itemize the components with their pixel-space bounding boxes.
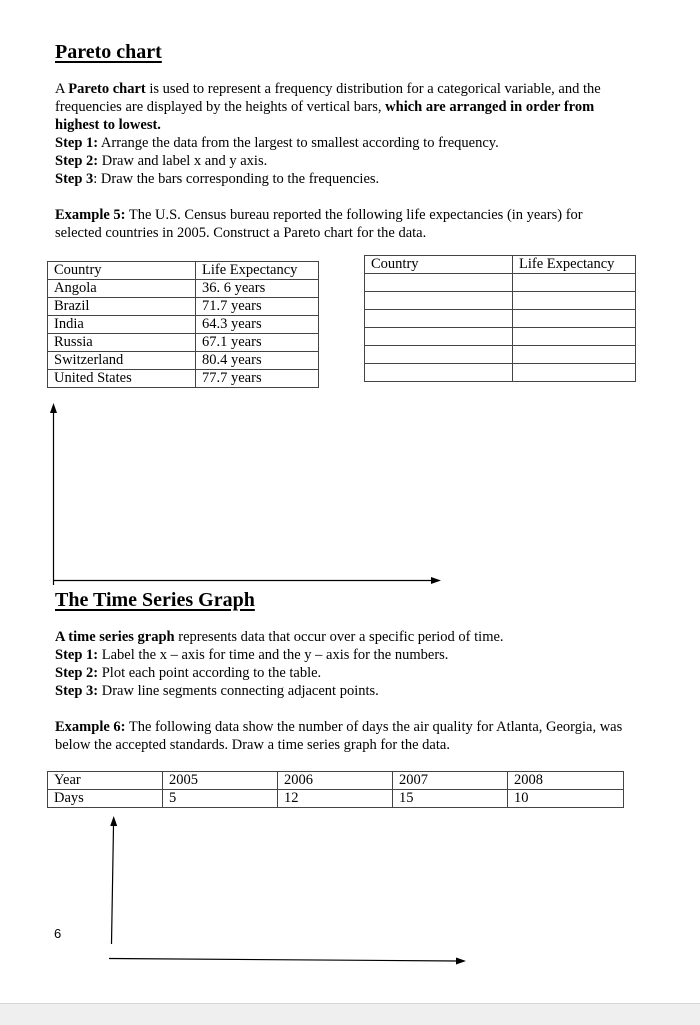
timeseries-step-1: Step 1: Label the x – axis for time and the y – axis for the numbers. [55, 647, 449, 663]
table-header: Life Expectancy [196, 262, 319, 280]
table-row: Brazil 71.7 years [48, 298, 319, 316]
timeseries-y-arrow [110, 816, 117, 826]
page-number: 6 [54, 926, 62, 941]
pareto-title: Pareto chart [55, 41, 162, 63]
timeseries-x-arrow [456, 958, 466, 965]
table-row: Days 5 12 15 10 [48, 790, 624, 808]
viewer-bottom-bar [0, 1003, 700, 1025]
table-row: Switzerland 80.4 years [48, 352, 319, 370]
timeseries-title: The Time Series Graph [55, 589, 255, 611]
table-header: Country [48, 262, 196, 280]
timeseries-y-axis [112, 826, 114, 944]
table-header-row: Country Life Expectancy [365, 256, 636, 274]
table-row: United States 77.7 years [48, 370, 319, 388]
table-row: Russia 67.1 years [48, 334, 319, 352]
example-6: Example 6: The following data show the number of days the air quality for Atlanta, Georgia, was below the accepted standards. Draw a time series graph for the data. [55, 719, 623, 753]
pareto-step-1: Step 1: Arrange the data from the largest to smallest according to frequency. [55, 135, 499, 151]
pareto-definition: A Pareto chart is used to represent a frequency distribution for a categorical variable, and the frequencies are displayed by the heights of vertical bars, which are arranged in order from highest to lowest. [55, 81, 601, 133]
table-row: Angola 36. 6 years [48, 280, 319, 298]
table-row: Year 2005 2006 2007 2008 [48, 772, 624, 790]
timeseries-x-axis [109, 959, 457, 962]
timeseries-step-2: Step 2: Plot each point according to the table. [55, 665, 322, 681]
timeseries-step-3: Step 3: Draw line segments connecting adjacent points. [55, 683, 379, 699]
example-5: Example 5: The U.S. Census bureau reported the following life expectancies (in years) for selected countries in 2005. Construct a Pareto chart for the data. [55, 207, 583, 241]
pareto-step-3: Step 3: Draw the bars corresponding to the frequencies. [55, 171, 380, 187]
timeseries-definition: A time series graph represents data that occur over a specific period of time. [55, 629, 504, 645]
pareto-step-2: Step 2: Draw and label x and y axis. [55, 153, 268, 169]
table-row: India 64.3 years [48, 316, 319, 334]
